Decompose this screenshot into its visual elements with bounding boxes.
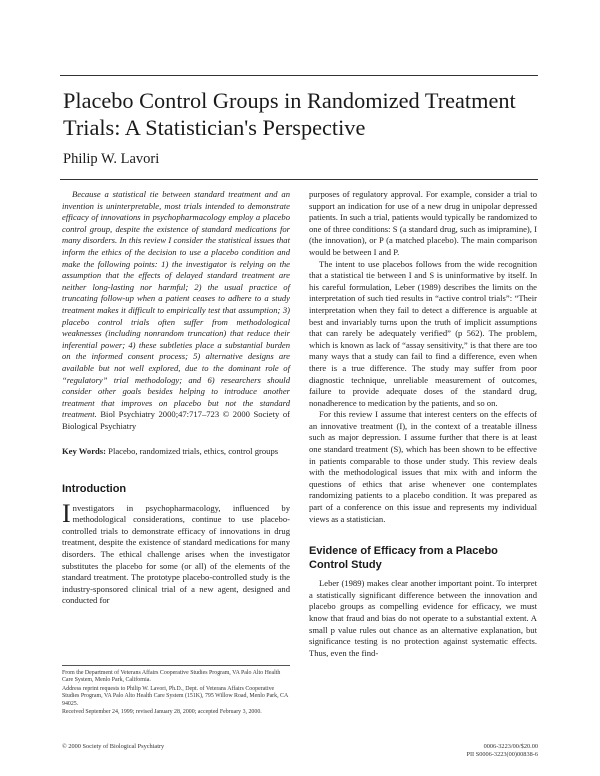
body-paragraph-3: For this review I assume that interest centers on the effects of an innovative treatment (I), in the context of a treatable illness such as major depression. I assume further that there is at least one standard treatment (S), which has been shown to be effective in patients comparable to those under study. This review deals with the methodological issues that mix with and inform the questions of ethics that arise whenever one contemplates randomizing patients to a placebo condition. It was prepared as part of a conference on this issue and represents my individual views as a statistician.	[309, 409, 537, 524]
issn-block	[466, 743, 538, 759]
footnote-affiliation: From the Department of Veterans Affairs Cooperative Studies Program, VA Palo Alto Health Care System, Menlo Park, California.	[62, 670, 281, 684]
drop-cap: I	[62, 498, 71, 528]
body-paragraph-1: purposes of regulatory approval. For example, consider a trial to support an indication for use of a new drug in unipolar depressed patients. In such a trial, patients would typically be randomized to one of three conditions: S (a standard drug, such as imipramine), I (the innovation), or P (a matched placebo). The main comparison would be between I and P.	[309, 189, 537, 257]
introduction-heading: Introduction	[62, 483, 127, 496]
footnotes	[62, 665, 290, 717]
right-column	[309, 189, 537, 659]
top-rule	[60, 75, 538, 76]
keywords-label: Key Words:	[62, 446, 107, 457]
article-title: Placebo Control Groups in Randomized Treatment Trials: A Statistician's Perspective	[63, 88, 516, 140]
efficacy-heading: Evidence of Efficacy from a Placebo Control Study	[309, 545, 498, 571]
body-paragraph-2: The intent to use placebos follows from the wide recognition that a statistical tie between I and S is uninformative by itself. In his careful formulation, Leber (1989) describes the limits on the interpretation of such tied results in “active control trials”: “Their interpretation when they fail to detect a difference is arguable at best and invariably turns upon the truth of implicit assumptions that can rarely be adequately verified” (p 562). The problem, which is known as lack of “assay sensitivity,” is that there are too many ways that a study can fail to find a difference, even when there is a true difference. The study may suffer from poor diagnostic technique, unreliable measurement of outcomes, failure to provide adequate doses of the standard drug, nonadherence to medication by the patients, and so on.	[309, 258, 537, 408]
header-rule	[60, 179, 538, 180]
keywords-text: Placebo, randomized trials, ethics, control groups	[108, 446, 279, 457]
copyright-notice: © 2000 Society of Biological Psychiatry	[62, 743, 165, 750]
footnote-received: Received September 24, 1999; revised January 28, 2000; accepted February 3, 2000.	[62, 709, 262, 716]
author-name: Philip W. Lavori	[63, 151, 160, 167]
introduction-paragraph	[62, 498, 290, 607]
body-paragraph-4: Leber (1989) makes clear another important point. To interpret a statistically significant difference between the innovation and placebo groups as compelling evidence for efficacy, we must know that fraud and bias do not operate to a substantial extent. A small p value rules out chance as an alternative explanation, but significance testing is no protection against systematic effects. Thus, even the find-	[309, 578, 537, 658]
issn-code: 0006-3223/00/$20.00	[483, 743, 538, 750]
abstract-citation: Biol Psychiatry 2000;47:717–723 © 2000 Society of Biological Psychiatry	[62, 409, 291, 431]
introduction-text: nvestigators in psychopharmacology, influenced by methodological considerations, continue to use placebo-controlled trials to demonstrate efficacy of innovations in drug treatment, despite the existence of standard medications for many disorders. The ethical challenge arises when the investigator substitutes the placebo for some (or all) of the elements of the standard treatment. The prototype placebo-controlled study is the industry-sponsored clinical trial of a new agent, designed and conducted for	[62, 502, 290, 606]
keywords	[62, 446, 290, 458]
left-column	[62, 189, 290, 607]
footnote-address: Address reprint requests to Philip W. Lavori, Ph.D., Dept. of Veterans Affairs Cooperative Studies Program, VA Palo Alto Health Care System (151K), 795 Willow Road, Menlo Park, CA 94025.	[62, 685, 288, 707]
pii-code: PII S0006-3223(00)00838-6	[466, 751, 538, 758]
abstract	[62, 189, 290, 432]
abstract-text: Because a statistical tie between standard treatment and an invention is uninterpretable, most trials intended to demonstrate efficacy of innovations in psychopharmacology employ a placebo control group, despite the existence of standard medications for many disorders. In this review I consider the statistical issues that inform the ethics of the decision to use a placebo condition and make the following points: 1) the investigator is relying on the assumption that the effects of delayed standard treatment are neither long-lasting nor harmful; 2) the usual practice of truncating follow-up when a patient ceases to adhere to a study treatment makes it difficult to empirically test that assumption; 3) placebo control trials often suffer from methodological weaknesses (including nonrandom truncation) that reduce their inferential power; 4) these subtleties place a substantial burden on the informed consent process; 5) alternative designs are available but not well explored, due to the dominant role of “regulatory” trial methodology; and 6) researchers should consider other goals besides helping to introduce another treatment that improves on placebo but not the standard treatment.	[62, 189, 290, 420]
